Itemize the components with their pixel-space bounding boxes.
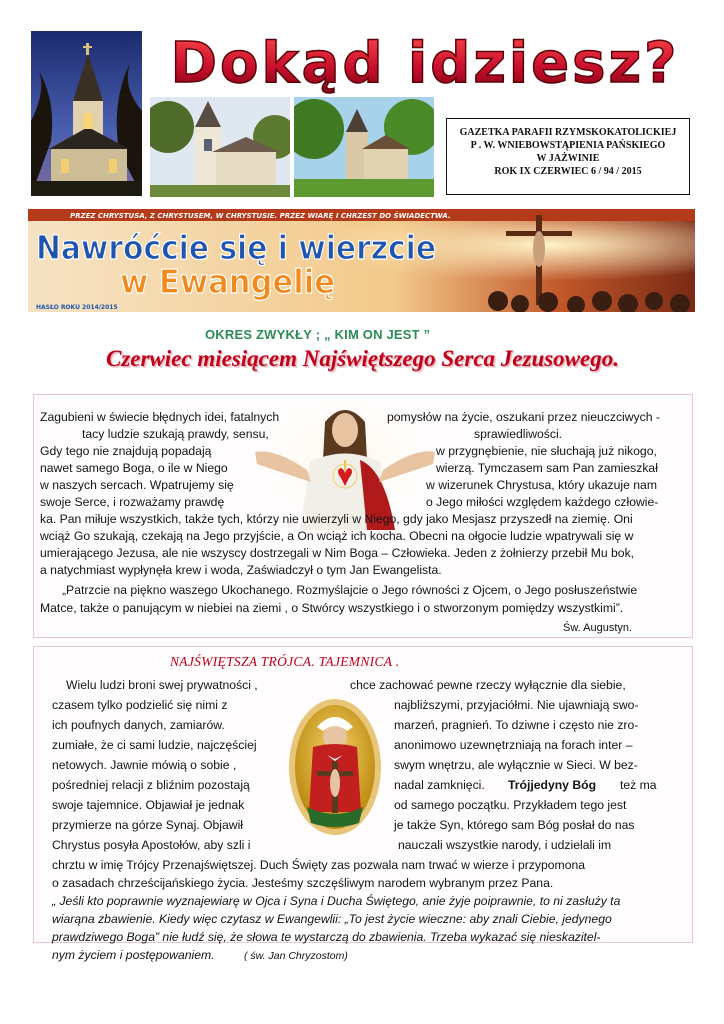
text-line: Gdy tego nie znajdują popadają: [40, 444, 212, 458]
text-line: w przygnębienie, nie słuchają już nikogo,: [436, 444, 657, 458]
text-line: ich poufnych danych, zamiarów.: [52, 718, 225, 732]
text-line: zumiałe, że ci sami ludzie, najczęściej: [52, 738, 257, 752]
info-line: W JAŻWINIE: [536, 153, 600, 164]
text-line: tacy ludzie szukają prawdy, sensu,: [82, 427, 269, 441]
text-line: w wizerunek Chrystusa, który ukazuje nam: [426, 478, 657, 492]
quote-line: Matce, także o panującym w niebiei na ziemi , o Stwórcy wszystkiego i o stworzonym pomiędzy wszystkimi”.: [40, 601, 624, 615]
trinity-heading: NAJŚWIĘTSZA TRÓJCA. TAJEMNICA .: [170, 654, 400, 669]
info-line: P . W. WNIEBOWSTĄPIENIA PAŃSKIEGO: [470, 140, 666, 151]
text-line: je także Syn, którego sam Bóg posłał do nas: [394, 818, 635, 832]
banner-motto: HASŁO ROKU 2014/2015: [36, 304, 118, 311]
text-line: nauczali wszystkie narody, i udzielali im: [398, 838, 612, 852]
text-line: o Jego miłości względem każdego człowie-: [426, 495, 659, 509]
church-night-photo: [31, 31, 142, 196]
banner-headline-1: Nawróćcie się i wierzcie: [36, 228, 436, 267]
parish-info-box: [446, 118, 690, 195]
text-line: marzeń, pragnień. To dziwne i często nie zro-: [394, 718, 639, 732]
text-line: nawet samego Boga, o ile w Niego: [40, 461, 228, 475]
quote-signature: ( św. Jan Chryzostom): [244, 950, 348, 962]
info-line: ROK IX CZERWIEC 6 / 94 / 2015: [494, 166, 642, 177]
holy-trinity-icon: [287, 697, 383, 837]
text-line: czasem tylko podzielić się nimi z: [52, 698, 228, 712]
newsletter-title: [165, 26, 685, 96]
quote-line: „Patrzcie na piękno waszego Ukochanego. Rozmyślajcie o Jego równości z Ojcem, o Jego posłuszeństwie: [62, 583, 638, 597]
text-line: w naszych sercach. Wpatrujemy się: [40, 478, 234, 492]
text-line: swoje tajemnice. Objawiał je jednak: [52, 798, 245, 812]
text-line: Wielu ludzi broni swej prywatności ,: [66, 678, 258, 692]
text-line: najbliższymi, przyjaciółmi. Nie ujawniają swo-: [394, 698, 639, 712]
text-line: swym wnętrzu, ale wyłącznie w Sieci. W bez-: [394, 758, 638, 772]
text-line: wciąż Go szukają, czekają na Jego przyjście, a On wciąż ich kocha. Obecni na ołgocie ludzie wpatrywali się w: [40, 529, 634, 543]
text-line: netowych. Jawnie mówią o sobie ,: [52, 758, 237, 772]
quote-line: prawdziwego Boga” nie łudź się, że słowa te wystarczą do zbawienia. Trzeba wykazać się nieskazitel-: [52, 930, 601, 944]
quote-signature: Św. Augustyn.: [563, 622, 633, 634]
text-line: wierzą. Tymczasem sam Pan zamieszkał: [436, 461, 658, 475]
text-line: nadal zamknięci.: [394, 778, 485, 792]
church-trees-photo: [150, 97, 290, 197]
text-line: a natychmiast wypłynęła krew i woda, Zaświadczył o tym Jan Ewangelista.: [40, 563, 442, 577]
quote-line: wiarąna zbawienie. Kiedy więc czytasz w Ewangewlii: „To jest życie wieczne: aby znali Ciebie, jedynego: [52, 912, 612, 926]
quote-line: nym życiem i postępowaniem.: [52, 948, 215, 962]
text-line: pośredniej relacji z bliźnim pozostają: [52, 778, 250, 792]
text-line: Chrystus posyła Apostołów, aby szli i: [52, 838, 251, 852]
text-line: anonimowo uzewnętrzniają na forach inter –: [394, 738, 633, 752]
text-line: swoje Serce, i rozważamy prawdę: [40, 495, 225, 509]
text-line: chrztu w imię Trójcy Przenajświętszej. Duch Święty zas pozwala nam trwać w wierze i przypomona: [52, 858, 586, 872]
text-line: przymierze na górze Synaj. Objawił: [52, 818, 244, 832]
emphasis-trinity: Trójjedyny Bóg: [508, 778, 597, 792]
text-line: sprawiedliwości.: [474, 427, 563, 441]
banner-headline-2: w Ewangelię: [120, 262, 335, 301]
year-motto-banner: [28, 209, 695, 312]
title-text: Dokąd idziesz?: [170, 31, 680, 96]
text-line: ka. Pan miłuje wszystkich, także tych, którzy nie uwierzyli w Niego, gdy jako Mesjasz przyszedł na ziemię. Oni: [40, 512, 633, 526]
banner-top-text: PRZEZ CHRYSTUSA, Z CHRYSTUSEM, W CHRYSTUSIE. PRZEZ WIARĘ I CHRZEST DO ŚWIADECTWA.: [70, 212, 451, 220]
text-line: Zagubieni w świecie błędnych idei, fatalnych: [40, 410, 280, 424]
text-line: pomysłów na życie, oszukani przez nieuczciwych -: [387, 410, 660, 424]
text-line: umierającego Jezusa, ale nie wszyscy dostrzegali w Nim Boga – Człowieka. Jeden z żołnierzy przebił Mu bok,: [40, 546, 635, 560]
quote-line: „ Jeśli kto poprawnie wyznajewiarę w Ojca i Syna i Ducha Świętego, anie żyje poiprawnie, to ni zasłuży ta: [52, 894, 621, 908]
liturgical-period: OKRES ZWYKŁY ; „ KIM ON JEST ”: [205, 327, 431, 342]
info-line: GAZETKA PARAFII RZYMSKOKATOLICKIEJ: [459, 127, 677, 138]
text-line: chce zachować pewne rzeczy wyłącznie dla siebie,: [350, 678, 626, 692]
text-line: też ma: [620, 778, 657, 792]
text-line: o zasadach chrześcijańskiego życia. Jesteśmy szczęśliwym narodem wybranym przez Pana.: [52, 876, 554, 890]
church-summer-photo: [294, 97, 434, 197]
main-heading: Czerwiec miesiącem Najświętszego Serca Jezusowego.: [106, 346, 619, 371]
text-line: od samego początku. Przykładem tego jest: [394, 798, 627, 812]
